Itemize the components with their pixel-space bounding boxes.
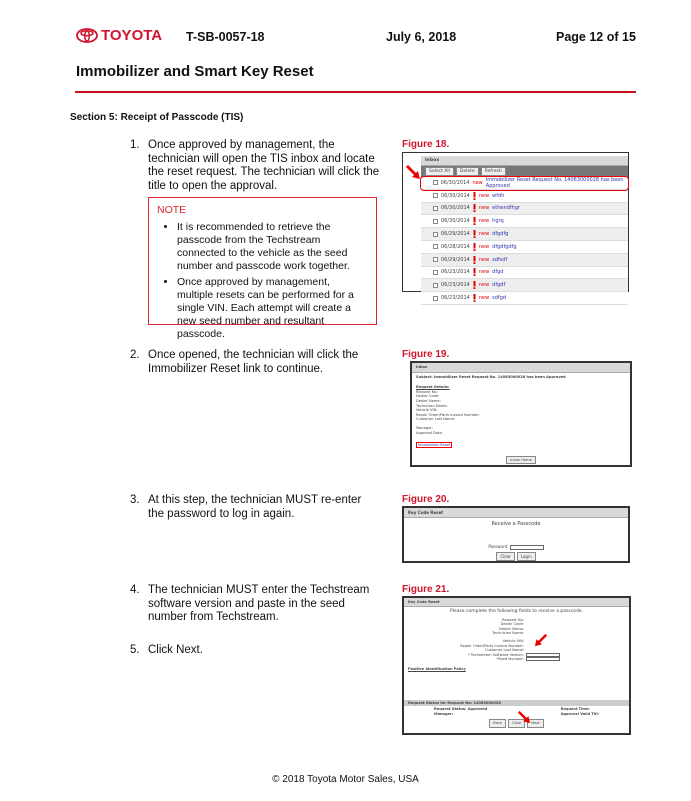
request-time: Request Time: [560, 707, 590, 712]
detail-field: Repair Order/Parts Invoice Number: [416, 412, 480, 417]
note-box [148, 197, 377, 340]
new-tag: new [472, 179, 483, 186]
divider [75, 91, 636, 93]
panel-header: Key Code Reset [404, 598, 629, 607]
toyota-logo [76, 27, 162, 44]
row-date: 06/30/2014 [440, 179, 470, 186]
red-arrow-icon [517, 710, 531, 724]
row-subject[interactable]: dfgdfg [492, 231, 509, 238]
inbox-row[interactable] [421, 267, 628, 280]
detail-field: Dealer Code: [416, 394, 440, 399]
field-label: * Techstream Software Version: [467, 652, 524, 657]
row-subject[interactable]: sdfgd [492, 295, 507, 302]
details-fields [416, 390, 626, 435]
row-date: 06/23/2014 [441, 282, 470, 289]
new-tag: new [478, 243, 490, 250]
message-subject: Subject: Immobilizer Reset Request No. 14063000028 has been Approved [416, 374, 566, 379]
form-fields [404, 618, 524, 662]
inbox-row[interactable] [421, 177, 628, 190]
status-title: Request Status for Request No: 14063000028 [404, 700, 629, 706]
step-text: Once opened, the technician will click the Immobilizer Reset link to continue. [148, 349, 359, 375]
priority-icon [473, 204, 476, 212]
detail-field: Vehicle VIN: [416, 408, 438, 413]
priority-icon [473, 268, 476, 276]
row-checkbox[interactable] [433, 180, 438, 185]
form-field-label [404, 657, 524, 661]
row-subject[interactable]: sdfsdf [492, 256, 508, 263]
step-number: 2. [130, 349, 140, 361]
step-text: The technician MUST enter the Techstream software version and paste in the seed number from Techstream. [148, 584, 370, 623]
new-tag: new [478, 205, 490, 212]
inbox-row[interactable] [421, 279, 628, 292]
inbox-toolbar [421, 166, 628, 177]
panel-heading: Receive a Passcode [491, 521, 541, 527]
refresh-button[interactable]: Refresh [481, 167, 506, 176]
row-checkbox[interactable] [433, 244, 438, 249]
row-date: 06/23/2014 [441, 269, 470, 276]
step-number: 1. [130, 139, 140, 151]
new-tag: new [478, 269, 490, 276]
inbox-list [421, 177, 628, 305]
field-label: Dealer Code: [500, 622, 524, 627]
field-input[interactable] [526, 657, 560, 661]
row-checkbox[interactable] [433, 257, 438, 262]
row-date: 06/29/2014 [441, 231, 470, 238]
row-subject[interactable]: Immobilizer Reset Request No. 14063000028 has been Approved [485, 176, 624, 189]
request-status: Request Status: Approved [434, 707, 488, 712]
row-date: 06/30/2014 [441, 205, 470, 212]
details-title: Request Details: [416, 385, 450, 390]
row-checkbox[interactable] [433, 232, 438, 237]
detail-field: Customer Last Name: [416, 417, 456, 422]
delete-button[interactable]: Delete [456, 167, 479, 176]
new-tag: new [478, 295, 490, 302]
detail-field: Manager: [416, 425, 433, 430]
inbox-row[interactable] [421, 228, 628, 241]
detail-field: Approval Date: [416, 430, 443, 435]
row-date: 06/29/2014 [441, 256, 470, 263]
inbox-row[interactable] [421, 215, 628, 228]
footer-copyright: © 2018 Toyota Motor Sales, USA [272, 774, 419, 785]
page-title: Immobilizer and Smart Key Reset [76, 63, 314, 80]
priority-icon [473, 294, 476, 302]
login-button[interactable]: Login [517, 552, 536, 561]
brand-name: TOYOTA [101, 27, 163, 44]
toyota-emblem-icon [76, 28, 98, 43]
field-label: Technician Name: [492, 631, 524, 636]
new-tag: new [478, 282, 490, 289]
row-checkbox[interactable] [433, 193, 438, 198]
step-1 [130, 139, 380, 195]
inbox-row[interactable] [421, 241, 628, 254]
policy-title: Positive Identification Policy [408, 667, 466, 672]
inbox-header: Inbox [412, 363, 630, 373]
field-label: Customer Last Name: [484, 648, 524, 653]
priority-icon [473, 230, 476, 238]
note-item: • Once approved by management, multiple resets can be performed for a single VIN. Each attempt will create a new seed number and resultant passcode. [177, 276, 368, 341]
clear-button[interactable]: Clear [496, 552, 514, 561]
inbox-row[interactable] [421, 190, 628, 203]
new-tag: new [478, 231, 490, 238]
new-tag: new [478, 218, 490, 225]
row-date: 06/23/2014 [441, 295, 470, 302]
note-item: • It is recommended to retrieve the passcode from the Techstream connected to the vehicle as the seed number and passcode work together. [177, 221, 368, 273]
step-text: Click Next. [148, 644, 203, 656]
row-checkbox[interactable] [433, 219, 438, 224]
step-2 [130, 349, 380, 379]
red-arrow-icon [405, 164, 421, 180]
panel-header: Key Code Reset [404, 508, 628, 518]
approval-valid-till: Approval Valid Till: [560, 711, 599, 716]
form-field-label [404, 631, 524, 635]
field-input[interactable] [526, 653, 560, 657]
next-button[interactable]: Next [527, 719, 543, 727]
field-label: Request No: [502, 617, 524, 622]
priority-icon [473, 281, 476, 289]
immobilizer-reset-link[interactable]: Immobilizer Reset [418, 443, 451, 448]
password-input[interactable] [510, 545, 544, 550]
select-all-button[interactable]: Select All [425, 167, 454, 176]
new-tag: new [478, 256, 490, 263]
note-label: NOTE [157, 204, 187, 216]
red-arrow-icon [534, 633, 548, 647]
row-checkbox[interactable] [433, 296, 438, 301]
row-subject[interactable]: ethendfhgr [492, 205, 520, 212]
figure-18-label: Figure 18. [402, 139, 450, 150]
row-checkbox[interactable] [433, 270, 438, 275]
inbox-row[interactable] [421, 292, 628, 305]
row-date: 06/30/2014 [441, 218, 470, 225]
figure-19-approval [410, 361, 632, 467]
row-subject[interactable]: dfgdfgdfg [492, 243, 517, 250]
panel-heading: Please complete the following fields to receive a passcode. [449, 609, 584, 615]
inbox-home-button[interactable]: Inbox Home [506, 456, 536, 465]
row-checkbox[interactable] [433, 206, 438, 211]
priority-icon [473, 256, 476, 264]
figure-21-label: Figure 21. [402, 584, 450, 595]
doc-date: July 6, 2018 [386, 30, 457, 44]
row-date: 06/30/2014 [441, 192, 470, 199]
clear-button[interactable]: Clear [508, 719, 525, 727]
field-label: Dealer Name: [499, 626, 524, 631]
priority-icon [473, 217, 476, 225]
row-subject[interactable]: hgrq [492, 218, 504, 225]
row-subject[interactable]: dfgdf [492, 282, 506, 289]
manager-label: Manager: [434, 711, 454, 716]
inbox-header: Inbox [421, 156, 628, 166]
detail-field: Technician Name: [416, 403, 448, 408]
step-3 [130, 494, 380, 524]
field-label: Vehicle VIN: [502, 639, 524, 644]
page-number: Page 12 of 15 [556, 30, 636, 44]
step-5 [130, 644, 380, 660]
row-checkbox[interactable] [433, 283, 438, 288]
step-text: Once approved by management, the technician will open the TIS inbox and locate the reset request. The technician will click the title to open the approval. [148, 139, 380, 192]
field-label: Repair Order/Parts Invoice Number: [460, 643, 524, 648]
new-tag: new [478, 192, 490, 199]
step-number: 4. [130, 584, 140, 596]
row-subject[interactable]: dfgd [492, 269, 504, 276]
inbox-row[interactable] [421, 254, 628, 267]
inbox-row[interactable] [421, 203, 628, 216]
figure-20-login [402, 506, 630, 563]
priority-icon [473, 243, 476, 251]
section-heading: Section 5: Receipt of Passcode (TIS) [70, 112, 244, 123]
row-date: 06/28/2014 [441, 243, 470, 250]
step-number: 3. [130, 494, 140, 506]
priority-icon [473, 192, 476, 200]
back-button[interactable]: Back [489, 719, 506, 727]
step-number: 5. [130, 644, 140, 656]
detail-field: Request No: [416, 389, 438, 394]
field-label: *Seed Number: [496, 657, 524, 662]
figure-18-inbox [402, 152, 629, 302]
row-subject[interactable]: wfdh [492, 192, 505, 199]
password-label: Password: [488, 544, 509, 549]
figure-19-label: Figure 19. [402, 349, 450, 360]
detail-field: Dealer Name: [416, 398, 441, 403]
doc-id: T-SB-0057-18 [186, 30, 265, 44]
step-4 [130, 584, 380, 629]
step-text: At this step, the technician MUST re-enter the password to log in again. [148, 494, 362, 520]
figure-20-label: Figure 20. [402, 494, 450, 505]
